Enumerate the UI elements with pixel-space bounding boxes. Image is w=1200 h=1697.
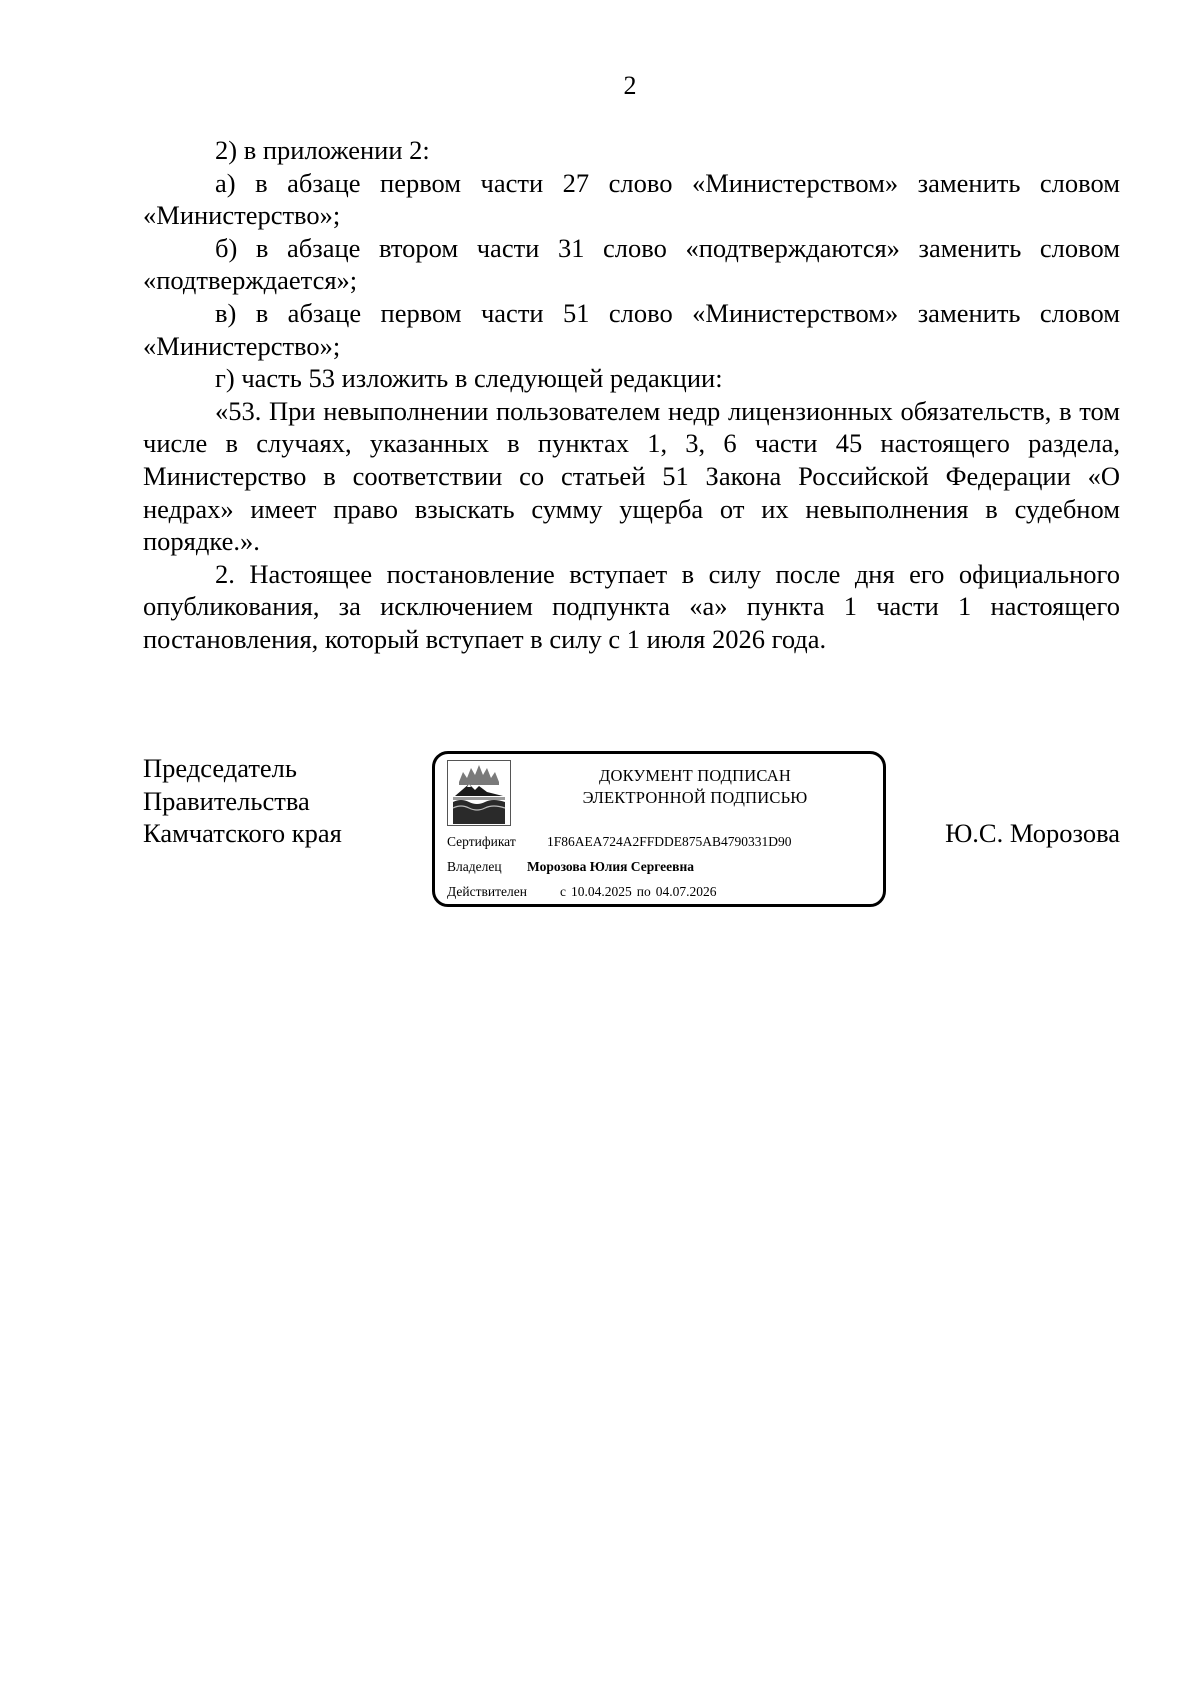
paragraph-item-v: в) в абзаце первом части 51 слово «Министерством» заменить словом «Министерство»; (143, 297, 1120, 361)
certificate-label: Сертификат (447, 834, 516, 849)
paragraph-item-g: г) часть 53 изложить в следующей редакции: (215, 363, 723, 394)
valid-to-date: 04.07.2026 (655, 884, 717, 899)
signatory-title-line: Камчатского края (143, 818, 342, 849)
signatory-title-line: Председатель (143, 753, 297, 783)
stamp-heading-line: ДОКУМЕНТ ПОДПИСАН (599, 766, 791, 785)
paragraph-item-b: б) в абзаце втором части 31 слово «подтверждаются» заменить словом «подтверждается»; (143, 232, 1120, 296)
stamp-owner-row (447, 858, 694, 876)
page-number: 2 (623, 71, 637, 100)
kamchatka-coat-of-arms-icon (447, 760, 511, 826)
validity-label: Действителен (447, 884, 527, 899)
paragraph-effective-date: 2. Настоящее постановление вступает в силу после дня его официального опубликования, за исключением подпункта «а» пункта 1 части 1 настоящего постановления, который вступает в силу с 1 июля 2026 года. (143, 558, 1120, 654)
owner-value: Морозова Юлия Сергеевна (527, 859, 694, 874)
valid-from-word: с (560, 884, 566, 899)
paragraph-part-53: «53. При невыполнении пользователем недр лицензионных обязательств, в том числе в случаях, указанных в пунктах 1, 3, 6 части 45 настоящего раздела, Министерство в соответствии со статьей 51 Закона Российской Федерации «О недрах» имеет право взыскать сумму ущерба от их невыполнения в судебном порядке.». (143, 395, 1120, 557)
signatory-title (143, 752, 342, 850)
stamp-heading (521, 765, 869, 809)
stamp-heading-line: ЭЛЕКТРОННОЙ ПОДПИСЬЮ (582, 788, 808, 807)
document-body (143, 134, 1120, 656)
paragraph-appendix-2: 2) в приложении 2: (215, 135, 430, 165)
valid-to-word: по (636, 884, 651, 899)
certificate-value: 1F86AEA724A2FFDDE875AB4790331D90 (547, 834, 792, 849)
electronic-signature-stamp (432, 751, 886, 907)
signatory-title-line: Правительства (143, 785, 310, 816)
paragraph-item-a: а) в абзаце первом части 27 слово «Министерством» заменить словом «Министерство»; (143, 167, 1120, 231)
signatory-name: Ю.С. Морозова (945, 818, 1120, 848)
owner-label: Владелец (447, 859, 502, 874)
stamp-certificate-row (447, 833, 792, 851)
stamp-validity-row (447, 883, 721, 901)
valid-from-date: 10.04.2025 (571, 884, 632, 899)
